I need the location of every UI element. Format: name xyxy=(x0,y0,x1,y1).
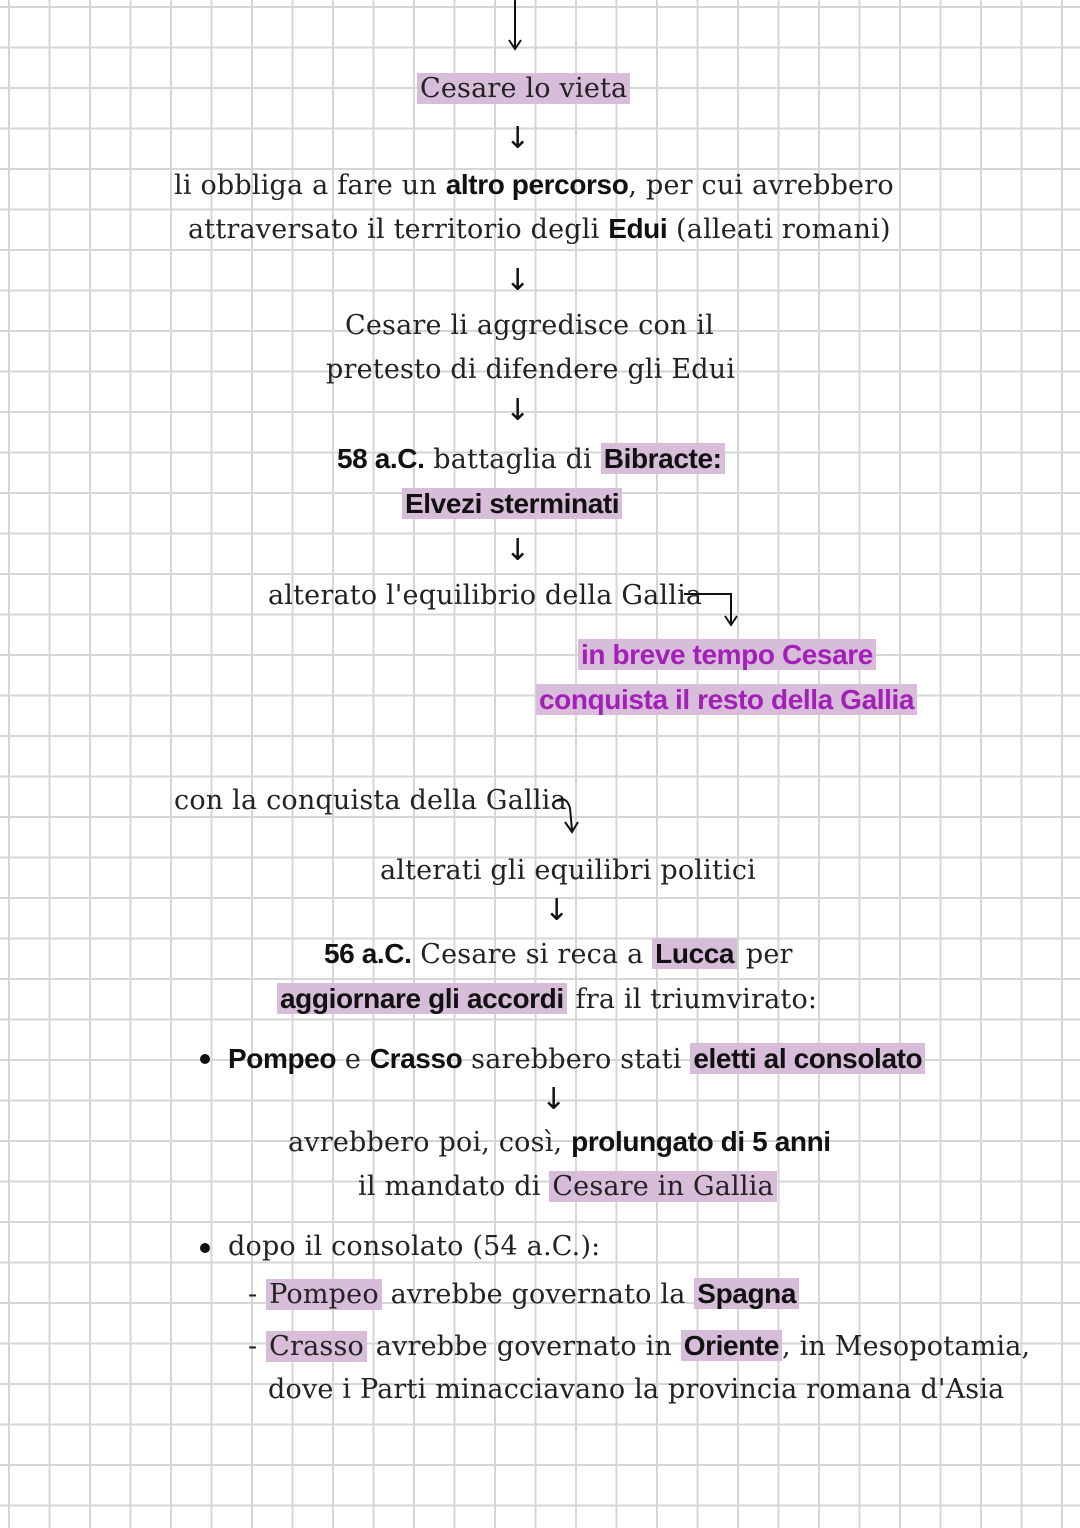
altered-balance: alterato l'equilibrio della Gallia xyxy=(268,580,703,611)
battle-bibracte: 58 a.C. battaglia di Bibracte: xyxy=(337,442,725,477)
caesar-attacks: Cesare li aggredisce con il xyxy=(345,310,714,341)
mandate: il mandato di Cesare in Gallia xyxy=(358,1170,777,1204)
edui-territory: attraversato il territorio degli Edui (alleati romani) xyxy=(188,213,891,245)
bullet-icon xyxy=(200,1054,210,1064)
conquers-gaul: conquista il resto della Gallia xyxy=(536,683,917,718)
forces-other-route: li obbliga a fare un altro percorso, per cui avrebbero xyxy=(174,169,894,201)
down-arrow-icon: ↓ xyxy=(544,893,570,928)
crasso-orient: - Crasso avrebbe governato in Oriente , in Mesopotamia, xyxy=(248,1330,1031,1362)
pretext: pretesto di difendere gli Edui xyxy=(326,354,736,385)
down-arrow-icon: ↓ xyxy=(505,263,531,298)
lucca: 56 a.C. Cesare si reca a Lucca per xyxy=(324,938,793,970)
corner-arrow-icon xyxy=(684,588,744,628)
political-balance: alterati gli equilibri politici xyxy=(380,855,756,886)
top-arrow-icon xyxy=(505,0,525,52)
caesar-forbids: Cesare lo vieta xyxy=(417,72,630,106)
down-arrow-icon: ↓ xyxy=(505,121,531,156)
down-arrow-icon: ↓ xyxy=(505,393,531,428)
with-conquest: con la conquista della Gallia xyxy=(174,785,567,816)
bullet-consulate: Pompeo e Crasso sarebbero stati eletti al consolato xyxy=(228,1042,925,1077)
after-consulate: dopo il consolato (54 a.C.): xyxy=(228,1231,601,1262)
down-arrow-icon: ↓ xyxy=(505,533,531,568)
helvetii-exterminated: Elvezi sterminati xyxy=(402,487,622,522)
bullet-icon xyxy=(200,1243,210,1253)
prolonged: avrebbero poi, così, prolungato di 5 anni xyxy=(288,1126,831,1158)
update-agreements: aggiornare gli accordi fra il triumvirato: xyxy=(277,982,817,1017)
down-arrow-icon: ↓ xyxy=(541,1082,567,1117)
parthians: dove i Parti minacciavano la provincia romana d'Asia xyxy=(268,1374,1005,1405)
curved-arrow-icon xyxy=(552,794,592,838)
pompeo-spain: - Pompeo avrebbe governato la Spagna xyxy=(248,1277,799,1312)
brief-time: in breve tempo Cesare xyxy=(578,638,876,673)
